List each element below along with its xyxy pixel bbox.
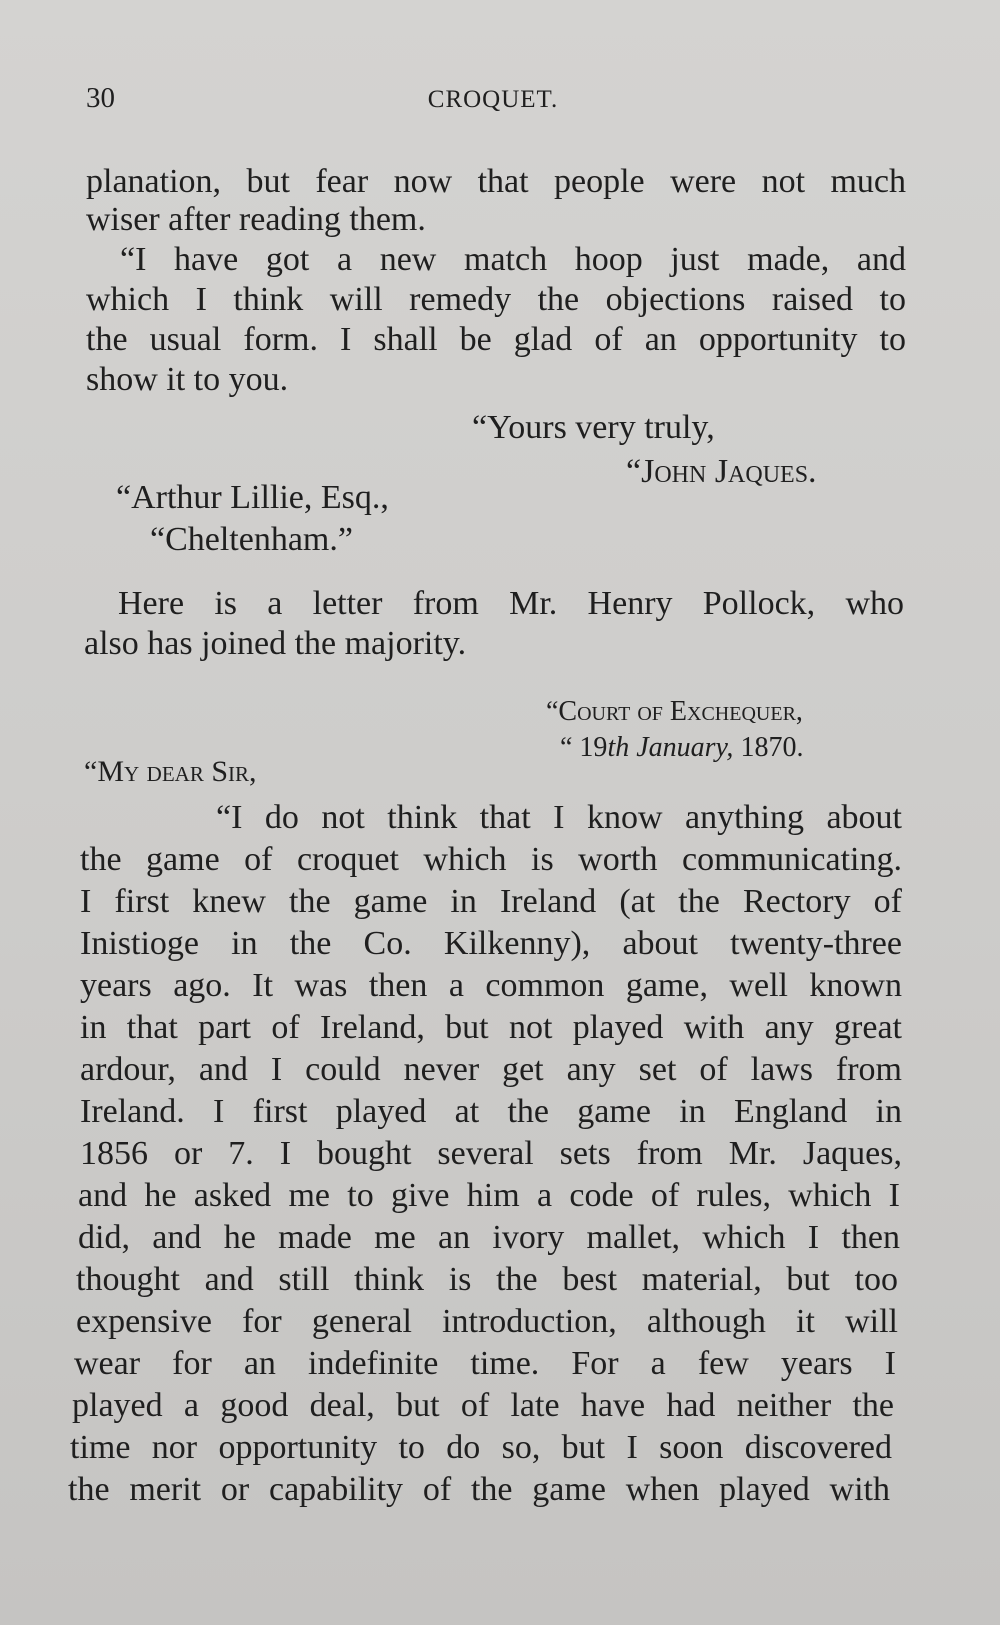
letter-salutation: “My dear Sir, bbox=[84, 755, 257, 788]
text-line: did, and he made me an ivory mallet, which I then bbox=[78, 1219, 900, 1256]
letter-date-prefix: “ 19 bbox=[560, 732, 608, 763]
letter-date bbox=[560, 728, 803, 768]
text-line: time nor opportunity to do so, but I soon discovered bbox=[70, 1429, 892, 1466]
text-line: in that part of Ireland, but not played with any great bbox=[80, 1009, 902, 1046]
text-line: also has joined the majority. bbox=[84, 625, 467, 662]
running-title: CROQUET. bbox=[427, 86, 559, 113]
text-line: years ago. It was then a common game, well known bbox=[80, 967, 902, 1004]
text-line: the usual form. I shall be glad of an opportunity to bbox=[86, 321, 906, 358]
text-line: ardour, and I could never get any set of laws from bbox=[80, 1051, 902, 1088]
text-line: show it to you. bbox=[86, 361, 289, 398]
letter-signature: “John Jaques. bbox=[626, 453, 817, 490]
text-line: wiser after reading them. bbox=[86, 201, 426, 238]
text-line: thought and still think is the best material, but too bbox=[76, 1261, 898, 1298]
text-line: wear for an indefinite time. For a few years I bbox=[74, 1345, 896, 1382]
text-line: the game of croquet which is worth communicating. bbox=[80, 841, 902, 878]
text-line: “I have got a new match hoop just made, and bbox=[120, 241, 906, 278]
text-line: and he asked me to give him a code of rules, which I bbox=[78, 1177, 900, 1214]
text-line: expensive for general introduction, although it will bbox=[76, 1303, 898, 1340]
letter-closing: “Yours very truly, bbox=[472, 409, 715, 446]
page-number: 30 bbox=[86, 82, 115, 114]
letter-place: “Court of Exchequer, bbox=[546, 696, 803, 727]
text-line: Here is a letter from Mr. Henry Pollock, who bbox=[118, 585, 904, 622]
text-line: played a good deal, but of late have had neither the bbox=[72, 1387, 894, 1424]
text-line: Inistioge in the Co. Kilkenny), about twenty-three bbox=[80, 925, 902, 962]
text-line: “I do not think that I know anything about bbox=[216, 799, 902, 836]
addressee-name: “Arthur Lillie, Esq., bbox=[116, 479, 389, 516]
text-line: 1856 or 7. I bought several sets from Mr. Jaques, bbox=[80, 1135, 902, 1172]
text-line: planation, but fear now that people were not much bbox=[86, 163, 906, 200]
letter-date-month: th January, bbox=[607, 732, 734, 763]
text-line: Ireland. I first played at the game in England in bbox=[80, 1093, 902, 1130]
text-line: the merit or capability of the game when played with bbox=[68, 1471, 890, 1508]
text-line: which I think will remedy the objections raised to bbox=[86, 281, 906, 318]
letter-date-year: 1870. bbox=[733, 732, 804, 763]
page-header bbox=[86, 82, 900, 122]
addressee-place: “Cheltenham.” bbox=[150, 521, 353, 558]
text-line: I first knew the game in Ireland (at the Rectory of bbox=[80, 883, 902, 920]
